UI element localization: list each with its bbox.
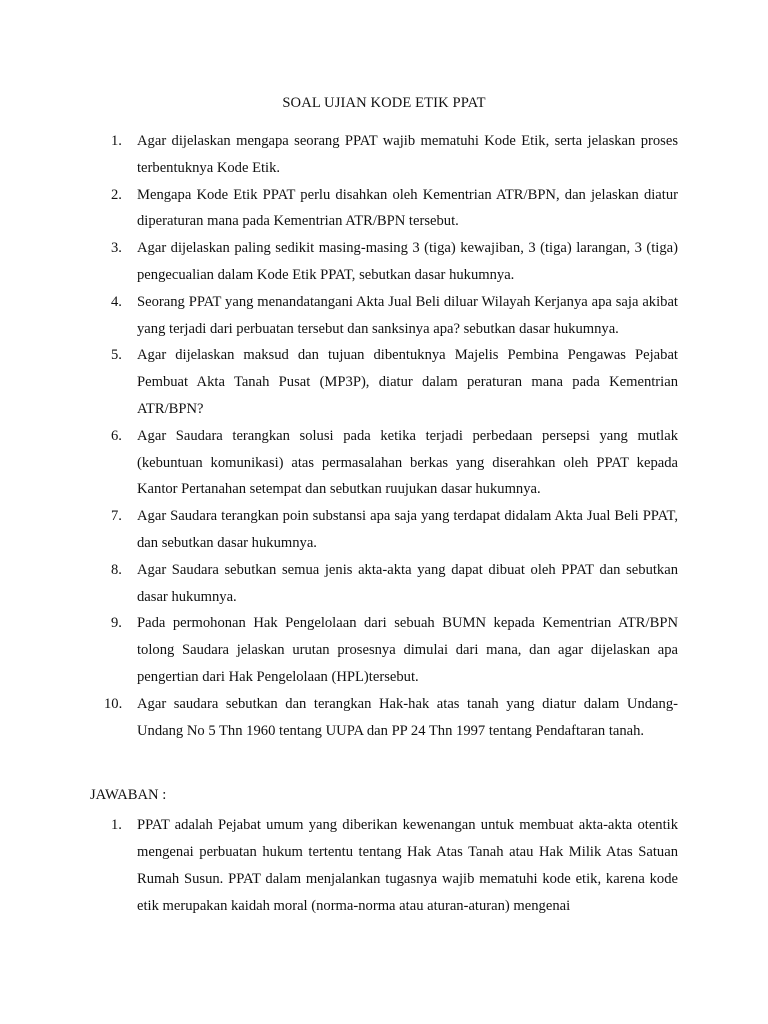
question-item <box>90 503 678 557</box>
question-number: 9. <box>111 615 122 632</box>
question-number: 7. <box>111 508 122 525</box>
question-number: 10. <box>104 695 123 712</box>
question-item <box>90 235 678 289</box>
question-text: Agar dijelaskan paling sedikit masing-masing 3 (tiga) kewajiban, 3 (tiga) larangan, 3 (tiga) pengecualian dalam Kode Etik PPAT, sebutkan dasar hukumnya. <box>137 240 678 283</box>
question-item <box>90 128 678 182</box>
question-text: Pada permohonan Hak Pengelolaan dari sebuah BUMN kepada Kementrian ATR/BPN tolong Saudara jelaskan urutan prosesnya dimulai dari mana, dan agar dijelaskan apa pengertian dari Hak Pengelolaan (HPL)tersebut. <box>137 615 678 685</box>
question-item <box>90 289 678 343</box>
question-text: Agar saudara sebutkan dan terangkan Hak-hak atas tanah yang diatur dalam Undang-Undang No 5 Thn 1960 tentang UUPA dan PP 24 Thn 1997 tentang Pendaftaran tanah. <box>137 695 678 739</box>
question-text: Seorang PPAT yang menandatangani Akta Jual Beli diluar Wilayah Kerjanya apa saja akibat yang terjadi dari perbuatan tersebut dan sanksinya apa? sebutkan dasar hukumnya. <box>137 293 678 337</box>
question-text: Agar Saudara terangkan solusi pada ketika terjadi perbedaan persepsi yang mutlak (kebuntuan komunikasi) atas permasalahan berkas yang diserahkan oleh PPAT kepada Kantor Pertanahan setempat dan sebutkan ruujukan dasar hukumnya. <box>137 427 678 498</box>
question-text: Agar dijelaskan maksud dan tujuan dibentuknya Majelis Pembina Pengawas Pejabat Pembuat Akta Tanah Pusat (MP3P), diatur dalam peraturan mana pada Kementrian ATR/BPN? <box>137 347 678 417</box>
answer-item <box>90 812 678 919</box>
question-item <box>90 610 678 690</box>
question-item <box>90 691 678 745</box>
question-text: Agar dijelaskan mengapa seorang PPAT wajib mematuhi Kode Etik, serta jelaskan proses terbentuknya Kode Etik. <box>137 133 678 176</box>
question-item <box>90 182 678 236</box>
answer-number: 1. <box>111 817 122 834</box>
question-text: Agar Saudara sebutkan semua jenis akta-akta yang dapat dibuat oleh PPAT dan sebutkan dasar hukumnya. <box>137 561 678 605</box>
answer-list <box>90 812 678 919</box>
question-item <box>90 342 678 422</box>
question-number: 5. <box>111 347 122 364</box>
document-title: SOAL UJIAN KODE ETIK PPAT <box>282 95 486 111</box>
question-number: 6. <box>111 427 122 444</box>
question-number: 4. <box>111 293 122 310</box>
question-item <box>90 557 678 611</box>
question-item <box>90 423 678 503</box>
question-number: 1. <box>111 133 122 149</box>
question-text: Agar Saudara terangkan poin substansi apa saja yang terdapat didalam Akta Jual Beli PPAT, dan sebutkan dasar hukumnya. <box>137 508 678 551</box>
question-number: 8. <box>111 561 122 578</box>
question-text: Mengapa Kode Etik PPAT perlu disahkan oleh Kementrian ATR/BPN, dan jelaskan diatur diperaturan mana pada Kementrian ATR/BPN tersebut. <box>137 186 678 230</box>
question-number: 2. <box>111 186 122 203</box>
answer-text: PPAT adalah Pejabat umum yang diberikan kewenangan untuk membuat akta-akta otentik mengenai perbuatan hukum tertentu tentang Hak Atas Tanah atau Hak Milik Atas Satuan Rumah Susun. PPAT dalam menjalankan tugasnya wajib mematuhi kode etik, karena kode etik merupakan kaidah moral (norma-norma atau aturan-aturan) mengenai <box>137 817 678 914</box>
answer-heading: JAWABAN : <box>90 787 167 804</box>
question-number: 3. <box>111 240 122 257</box>
question-list <box>90 128 678 744</box>
